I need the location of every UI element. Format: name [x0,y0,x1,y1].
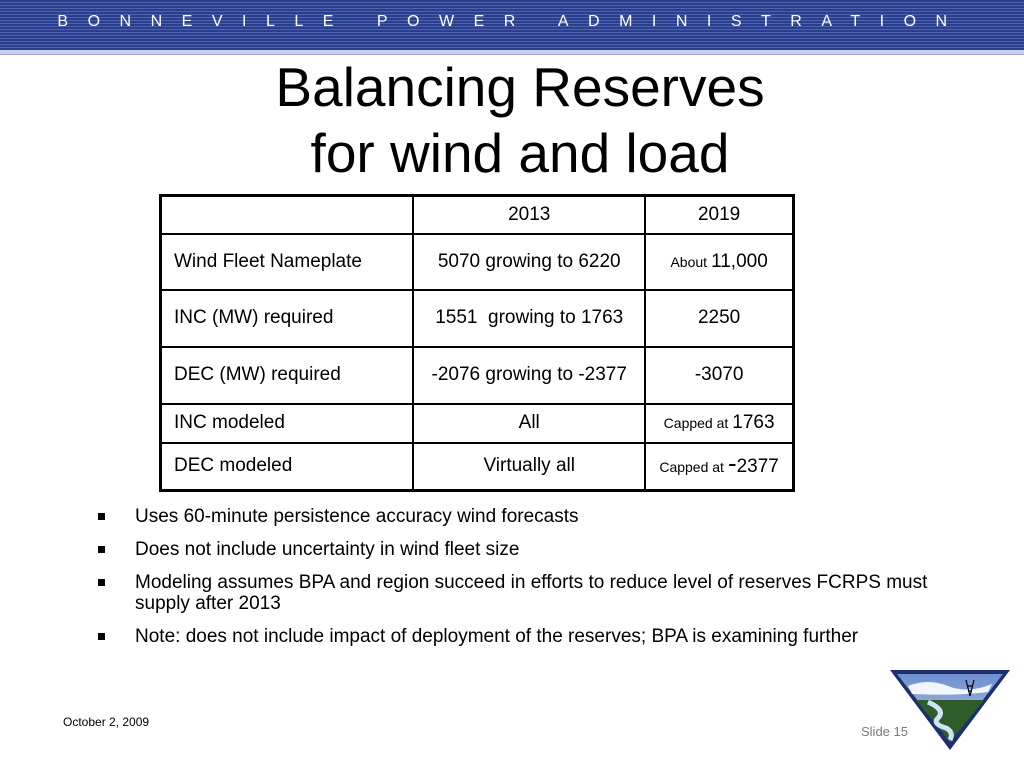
slide-title-line-2: for wind and load [310,122,730,184]
cell-2019-value: 11,000 [711,250,768,272]
header-cell-2019: 2019 [645,196,793,234]
cell-2019-dash: - [727,447,737,478]
table-row [161,290,794,347]
cell-2019-prefix: About [670,253,708,270]
cell-2019 [645,404,793,443]
bullet-square-icon [98,633,105,640]
row-label: DEC (MW) required [161,347,414,404]
organization-name: BONNEVILLE POWER ADMINISTRATION [57,13,967,30]
cell-2019 [645,443,793,491]
row-label: INC modeled [161,404,414,443]
row-label: INC (MW) required [161,290,414,347]
list-item [98,572,928,614]
bullet-square-icon [98,579,105,586]
table-row [161,347,794,404]
bullet-square-icon [98,546,105,553]
header-cell-2013: 2013 [413,196,645,234]
bullet-list [98,506,928,659]
table-row [161,404,794,443]
bullet-text: Note: does not include impact of deployment of the reserves; BPA is examining further [135,626,859,647]
slide-title-line-1: Balancing Reserves [275,56,765,118]
cell-2019-prefix: Capped at [663,415,729,431]
footer-date: October 2, 2009 [63,715,150,729]
bullet-text: Does not include uncertainty in wind fleet size [135,539,520,560]
cell-2019-prefix: Capped at [659,458,724,475]
cell-2019: 2250 [645,290,793,347]
cell-2019 [645,234,793,290]
bpa-triangle-logo-icon [888,666,1012,752]
reserves-table [159,194,795,492]
cell-2013: Virtually all [413,443,645,491]
header-banner [0,0,1024,50]
table-row [161,443,794,491]
table-header-row [161,196,794,234]
slide-number: Slide 15 [861,724,908,739]
cell-2013: 1551 growing to 1763 [413,290,645,347]
list-item [98,506,928,527]
bullet-square-icon [98,513,105,520]
list-item [98,539,928,560]
header-rule [0,50,1024,55]
bullet-text: Uses 60-minute persistence accuracy wind forecasts [135,506,579,527]
cell-2019-value: 2377 [736,455,779,477]
row-label: DEC modeled [161,443,414,491]
cell-2013: All [413,404,645,443]
cell-2013: -2076 growing to -2377 [413,347,645,404]
bullet-text: Modeling assumes BPA and region succeed in efforts to reduce level of reserves FCRPS must supply after 2013 [135,572,928,614]
table-row [161,234,794,290]
list-item [98,626,928,647]
cell-2019-value: 1763 [732,412,775,433]
cell-2013: 5070 growing to 6220 [413,234,645,290]
header-cell-blank [161,196,414,234]
row-label: Wind Fleet Nameplate [161,234,414,290]
cell-2019: -3070 [645,347,793,404]
